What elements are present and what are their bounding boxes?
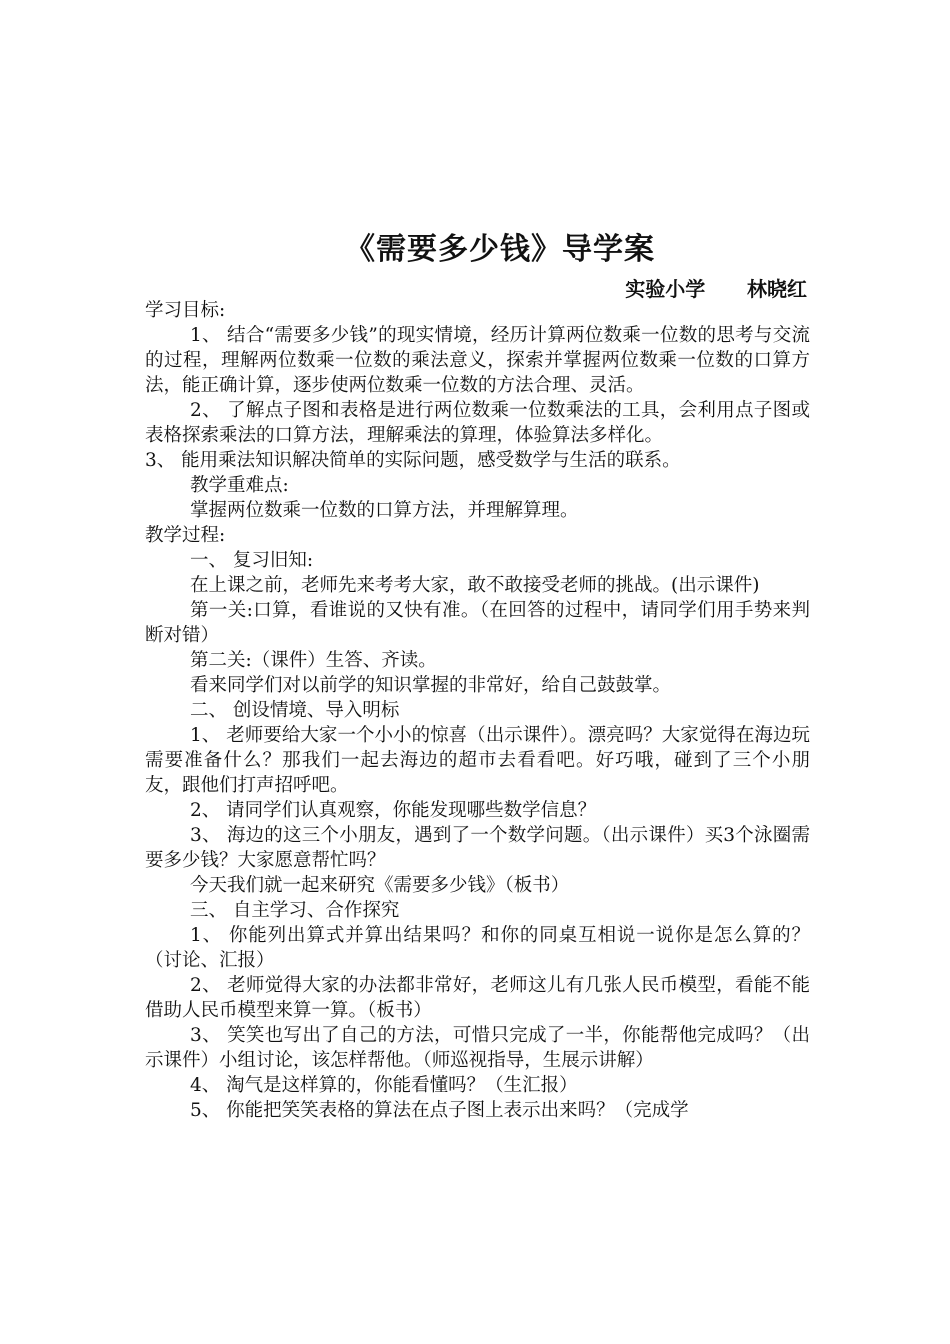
paragraph: 2、 请同学们认真观察，你能发现哪些数学信息？ — [190, 800, 597, 821]
paragraph: 学习目标: — [145, 300, 226, 321]
paragraph: 3、 能用乘法知识解决简单的实际问题，感受数学与生活的联系。 — [145, 450, 681, 471]
paragraph: 一、 复习旧知: — [190, 550, 314, 571]
author-line: 实验小学 林晓红 — [625, 277, 807, 301]
paragraph: 看来同学们对以前学的知识掌握的非常好，给自己鼓鼓掌。 — [190, 675, 672, 696]
document-body — [145, 298, 810, 1123]
paragraph: 5、 你能把笑笑表格的算法在点子图上表示出来吗？（完成学 — [190, 1100, 689, 1121]
paragraph: 第一关:口算，看谁说的又快有准。（在回答的过程中，请同学们用手势来判断对错） — [145, 600, 810, 646]
paragraph: 1、 老师要给大家一个小小的惊喜（出示课件）。漂亮吗？大家觉得在海边玩需要准备什么？那我们一起去海边的超市去看看吧。好巧哦，碰到了三个小朋友，跟他们打声招呼吧。 — [145, 725, 810, 796]
paragraph: 4、 淘气是这样算的，你能看懂吗？（生汇报） — [190, 1075, 578, 1096]
paragraph: 2、 老师觉得大家的办法都非常好，老师这儿有几张人民币模型，看能不能借助人民币模型来算一算。（板书） — [145, 975, 810, 1021]
document-title: 《需要多少钱》导学案 — [345, 232, 655, 267]
paragraph: 今天我们就一起来研究《需要多少钱》（板书） — [190, 875, 570, 896]
paragraph: 二、 创设情境、导入明标 — [190, 700, 400, 721]
paragraph: 三、 自主学习、合作探究 — [190, 900, 400, 921]
paragraph: 1、 结合“需要多少钱”的现实情境，经历计算两位数乘一位数的思考与交流的过程，理解两位数乘一位数的乘法意义，探索并掌握两位数乘一位数的口算方法，能正确计算，逐步使两位数乘一位数的方法合理、灵活。 — [145, 325, 810, 396]
paragraph: 掌握两位数乘一位数的口算方法，并理解算理。 — [190, 500, 579, 521]
paragraph: 在上课之前，老师先来考考大家，敢不敢接受老师的挑战。(出示课件) — [190, 575, 760, 596]
paragraph: 3、 海边的这三个小朋友，遇到了一个数学问题。（出示课件）买3个泳圈需要多少钱？大家愿意帮忙吗？ — [145, 825, 810, 871]
paragraph: 2、 了解点子图和表格是进行两位数乘一位数乘法的工具，会利用点子图或表格探索乘法的口算方法，理解乘法的算理，体验算法多样化。 — [145, 400, 810, 446]
paragraph: 教学重难点: — [190, 475, 289, 496]
paragraph: 第二关:（课件）生答、齐读。 — [190, 650, 437, 671]
paragraph: 教学过程: — [145, 525, 226, 546]
paragraph: 3、 笑笑也写出了自己的方法，可惜只完成了一半，你能帮他完成吗？（出示课件）小组讨论，该怎样帮他。（师巡视指导，生展示讲解） — [145, 1025, 810, 1071]
paragraph: 1、 你能列出算式并算出结果吗？和你的同桌互相说一说你是怎么算的？（讨论、汇报） — [145, 925, 810, 971]
